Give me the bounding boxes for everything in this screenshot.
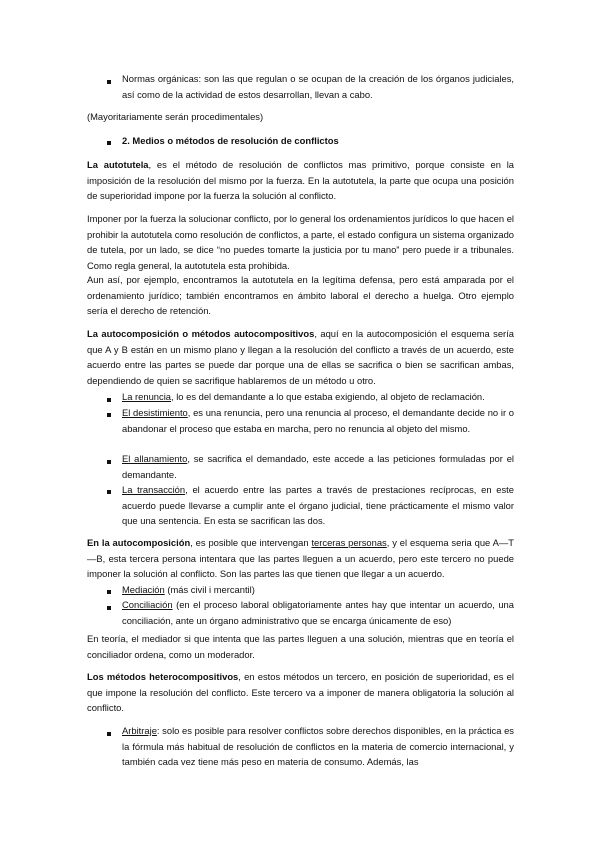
bullet-marker bbox=[107, 606, 111, 610]
bullet-marker bbox=[107, 460, 111, 464]
bullet-marker bbox=[107, 80, 111, 84]
bullet-allanamiento: El allanamiento, se sacrifica el demandado, este accede a las peticiones formuladas por el demandante. bbox=[122, 453, 514, 480]
bullet-desistimiento: El desistimiento, es una renuncia, pero una renuncia al proceso, el demandante decide no ir o abandonar el proceso que estaba en marcha, pero no renuncia al objeto del mismo. bbox=[122, 407, 514, 434]
paragraph-aun-asi: Aun así, por ejemplo, encontramos la autotutela en la legítima defensa, pero está amparada por el ordenamiento jurídico; también encontramos en ámbito laboral el derecho a huelga. Otro ejemplo sería el derecho de retención. bbox=[87, 274, 514, 317]
paragraph-en-teoria: En teoría, el mediador si que intenta que las partes lleguen a una solución, mientras que en teoría el conciliador ordena, como un moderador. bbox=[87, 633, 514, 660]
note-procedimentales: (Mayoritariamente serán procedimentales) bbox=[87, 111, 264, 122]
bullet-marker bbox=[107, 398, 111, 402]
paragraph-autotutela: La autotutela, es el método de resolución de conflictos mas primitivo, porque consiste en la imposición de la resolución del mismo por la fuerza. En la autotutela, la parte que ocupa una posición de superioridad impone por la fuerza la solución al conflicto. bbox=[87, 159, 515, 202]
paragraph-en-la-autocomposicion: En la autocomposición, es posible que intervengan terceras personas, y el esquema seria que A—T—B, esta tercera persona intentara que las partes lleguen a un acuerdo, pero este tercero no puede imponer la solución al conflicto. Son las partes las que tienen que llegar a un acuerdo. bbox=[87, 537, 514, 580]
heading-bullet-marker bbox=[107, 141, 111, 145]
bullet-marker bbox=[107, 590, 111, 594]
bullet-arbitraje: Arbitraje: solo es posible para resolver conflictos sobre derechos disponibles, en la práctica es la fórmula más habitual de resolución de conflictos en la materia de comercio internacional, y también cada vez tiene más peso en materia de consumo. Además, las bbox=[122, 725, 514, 768]
bullet-mediacion: Mediación (más civil i mercantil) bbox=[122, 584, 255, 595]
bullet-marker bbox=[107, 413, 111, 417]
section-heading: 2. Medios o métodos de resolución de conflictos bbox=[122, 135, 339, 146]
paragraph-autocomposicion: La autocomposición o métodos autocompositivos, aquí en la autocomposición el esquema sería que A y B están en un mismo plano y llegan a la resolución del conflicto a través de un acuerdo, este acuerdo entre las partes se puede dar porque una de ellas se sacrifica o bien se sacrifican ambas, dependiendo de quien se sacrifique hablaremos de un método u otro. bbox=[87, 328, 514, 386]
bullet-marker bbox=[107, 490, 111, 494]
paragraph-imponer: Imponer por la fuerza la solucionar conflicto, por lo general los ordenamientos jurídicos lo que hacen el prohibir la autotutela como resolución de conflictos, a parte, el estado configura un sistema organizado de tutela, por un lado, se dice “no puedes tomarte la justicia por tu mano” pero puede ir a tribunales. Como regla general, la autotutela esta prohibida. bbox=[87, 213, 514, 271]
bullet-marker bbox=[107, 732, 111, 736]
paragraph-heterocompositivos: Los métodos heterocompositivos, en estos métodos un tercero, en posición de superioridad, es el que impone la resolución del conflicto. Este tercero va a imponer de manera obligatoria la solución al conflicto. bbox=[87, 671, 514, 714]
bullet-transaccion: La transacción, el acuerdo entre las partes a través de prestaciones recíprocas, en este acuerdo puede llevarse a cumplir ante el órgano judicial, tiene prácticamente el mismo valor que una sentencia. En esta se sacrifican las dos. bbox=[122, 484, 514, 527]
bullet-normas-organicas: Normas orgánicas: son las que regulan o se ocupan de la creación de los órganos judiciales, así como de la actividad de estos desarrollan, llevan a cabo. bbox=[122, 73, 514, 100]
bullet-renuncia: La renuncia, lo es del demandante a lo que estaba exigiendo, al objeto de reclamación. bbox=[122, 391, 485, 402]
bullet-conciliacion: Conciliación (en el proceso laboral obligatoriamente antes hay que intentar un acuerdo, una conciliación, ante un órgano administrativo que se encarga únicamente de eso) bbox=[122, 599, 514, 626]
